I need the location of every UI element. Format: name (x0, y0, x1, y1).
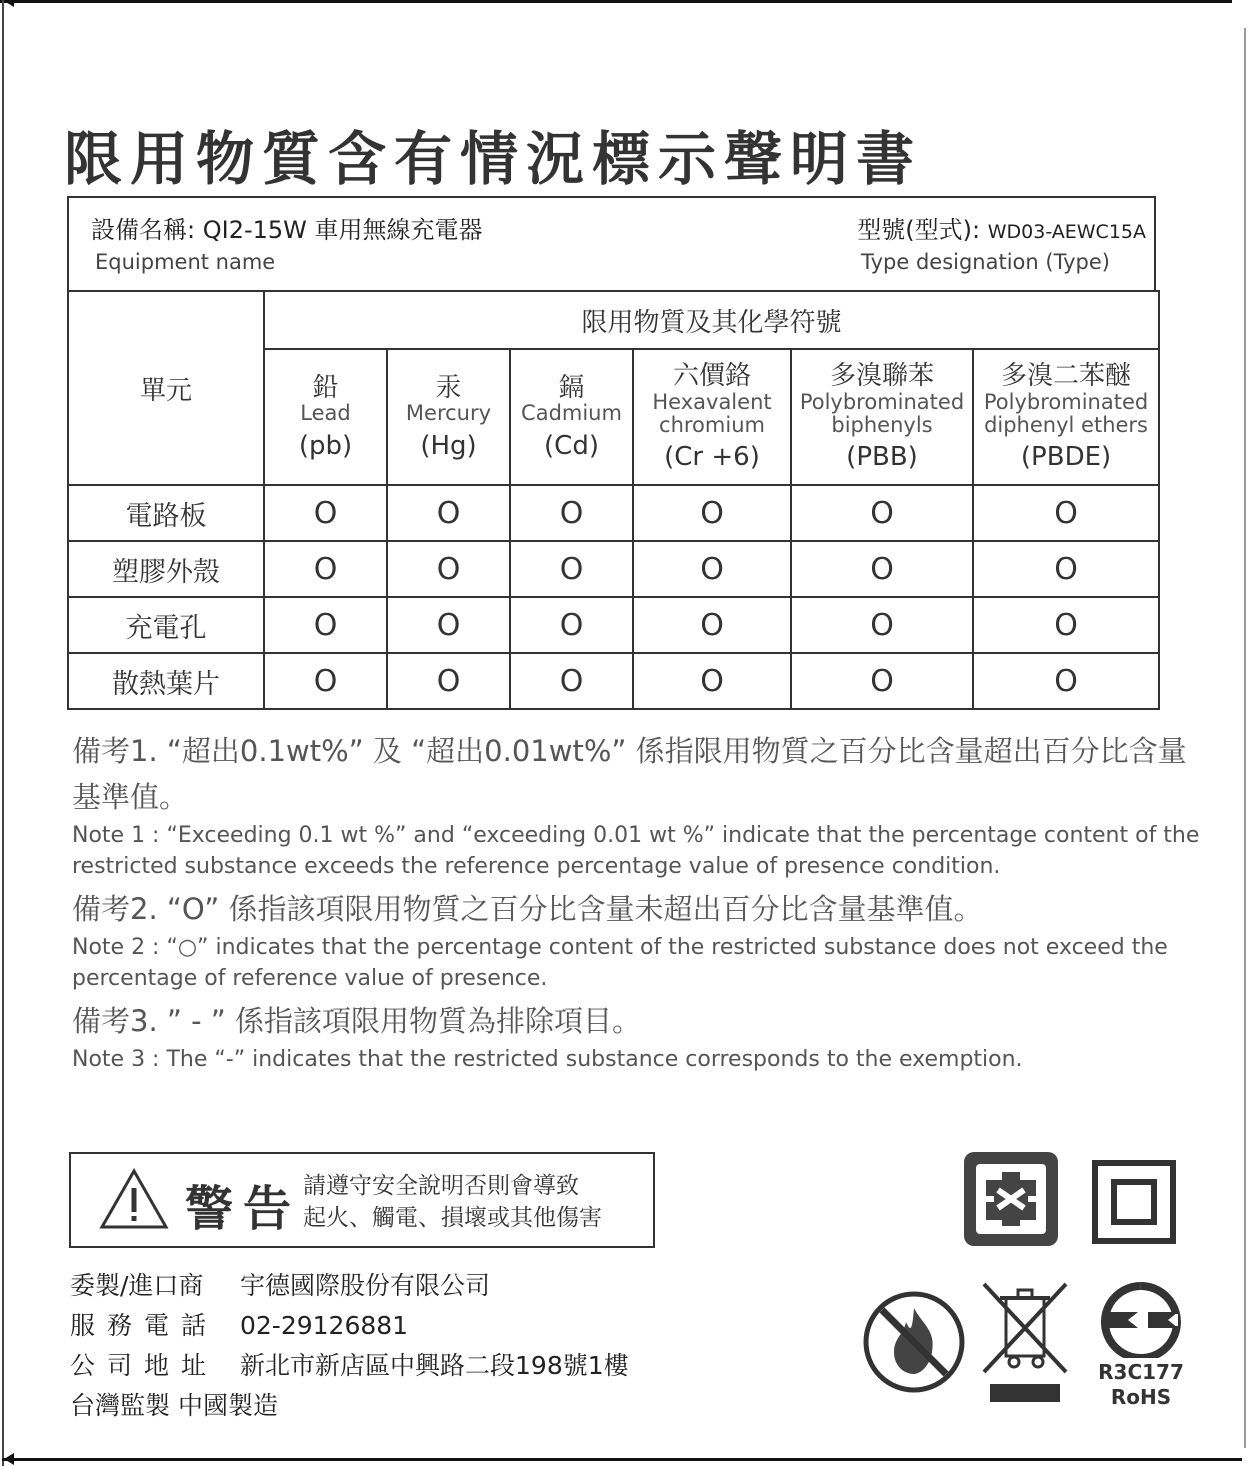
frame-bottom-line (2, 1458, 1242, 1461)
column-symbol: (PBDE) (1020, 442, 1112, 473)
table-cell: O (264, 541, 387, 597)
table-cell: O (510, 653, 633, 709)
column-symbol: (PBB) (846, 442, 918, 473)
table-cell: O (264, 485, 387, 541)
table-row (68, 597, 1159, 653)
equipment-name (91, 210, 483, 245)
bsmi-mark-icon (1098, 1282, 1184, 1358)
column-symbol: (Cr +6) (664, 442, 760, 473)
origin-label: 台灣監製 (70, 1391, 171, 1420)
table-cell: O (387, 485, 510, 541)
phone-row (70, 1306, 629, 1346)
model-value: WD03-AEWC15A (987, 221, 1146, 243)
frame-left-line (2, 0, 4, 1466)
row-unit-label: 塑膠外殼 (68, 541, 264, 597)
table-cell: O (791, 597, 973, 653)
bsmi-code (1096, 1360, 1186, 1410)
double-insulation-icon (1092, 1160, 1176, 1244)
page-title: 限用物質含有情況標示聲明書 (64, 125, 923, 193)
column-name-zh: 多溴聯苯 (829, 361, 934, 392)
company-info (70, 1266, 629, 1426)
table-cell: O (387, 541, 510, 597)
phone-value: 02-29126881 (240, 1311, 409, 1340)
importer-row (70, 1266, 629, 1306)
model-designation (857, 210, 1146, 245)
column-name-zh: 汞 (435, 372, 462, 403)
row-unit-label: 充電孔 (68, 597, 264, 653)
table-row (68, 541, 1159, 597)
table-cell: O (791, 653, 973, 709)
column-header-mercury (387, 349, 510, 485)
column-header-cadmium (510, 349, 633, 485)
warning-line-1: 請遵守安全說明否則會導致 (303, 1173, 579, 1199)
note-1-en: Note 1 : “Exceeding 0.1 wt %” and “exceeding 0.01 wt %” indicate that the percentage content of the restricted substance exceeds the reference percentage value of presence condition. (72, 823, 1200, 879)
column-name-zh: 多溴二苯醚 (1001, 361, 1132, 392)
importer-value: 宇德國際股份有限公司 (240, 1271, 491, 1300)
table-cell: O (387, 653, 510, 709)
equipment-name-value: QI2-15W 車用無線充電器 (202, 216, 483, 244)
table-cell: O (633, 653, 791, 709)
table-cell: O (633, 541, 791, 597)
table-cell: O (973, 541, 1159, 597)
column-name-en: Polybrominated diphenyl ethers (983, 389, 1149, 437)
row-unit-label: 電路板 (68, 485, 264, 541)
model-label: 型號(型式): (857, 216, 981, 244)
origin-row (70, 1386, 629, 1426)
table-cell: O (264, 653, 387, 709)
table-cell: O (973, 485, 1159, 541)
column-header-hexavalent-chromium (633, 349, 791, 485)
bsmi-code-value: R3C177 (1098, 1360, 1184, 1384)
table-cell: O (973, 653, 1159, 709)
row-unit-label: 散熱葉片 (68, 653, 264, 709)
column-header-pbb (791, 349, 973, 485)
table-cell: O (791, 485, 973, 541)
notes-section (72, 728, 1212, 1075)
note-3-en: Note 3 : The “-” indicates that the restricted substance corresponds to the exemption. (72, 1047, 1023, 1072)
no-fire-icon (862, 1290, 966, 1394)
table-cell: O (633, 485, 791, 541)
origin-value: 中國製造 (177, 1391, 278, 1420)
recycle-mark-icon (962, 1150, 1060, 1248)
note-1-zh: 備考1. “超出0.1wt%” 及 “超出0.01wt%” 係指限用物質之百分比含量超出百分比含量基準值。 (72, 734, 1187, 814)
table-cell: O (791, 541, 973, 597)
warning-text (303, 1170, 602, 1234)
warning-box (69, 1152, 655, 1248)
frame-top-line (0, 0, 1232, 3)
frame-right-line (1244, 28, 1246, 1448)
unit-header: 單元 (68, 291, 264, 485)
column-name-en: Hexavalent chromium (652, 389, 772, 437)
table-cell: O (633, 597, 791, 653)
note-3-zh: 備考3. ” - ” 係指該項限用物質為排除項目。 (72, 1004, 642, 1038)
table-cell: O (510, 541, 633, 597)
column-header-pbde (973, 349, 1159, 485)
equipment-name-label-en: Equipment name (95, 250, 276, 274)
column-name-zh: 鉛 (312, 372, 339, 403)
column-name-en: Polybrominated biphenyls (799, 389, 965, 437)
column-name-en: Lead (300, 401, 351, 426)
table-row (68, 485, 1159, 541)
note-2-zh: 備考2. “O” 係指該項限用物質之百分比含量未超出百分比含量基準值。 (72, 892, 983, 926)
column-name-en: Mercury (405, 401, 492, 426)
column-name-en: Cadmium (521, 401, 622, 426)
restricted-substance-table (67, 290, 1160, 710)
warning-triangle-icon (99, 1168, 169, 1230)
importer-label: 委製/進口商 (70, 1271, 204, 1300)
model-label-en: Type designation (Type) (861, 250, 1110, 274)
column-symbol: (Cd) (544, 430, 599, 461)
column-name-zh: 鎘 (558, 372, 585, 403)
table-cell: O (973, 597, 1159, 653)
column-name-zh: 六價鉻 (672, 361, 751, 392)
table-cell: O (510, 597, 633, 653)
address-label: 公司地址 (70, 1351, 219, 1380)
equipment-name-label: 設備名稱: (91, 216, 196, 244)
phone-label: 服務電話 (70, 1311, 219, 1340)
column-header-lead (264, 349, 387, 485)
note-2-en: Note 2 : “○” indicates that the percentage content of the restricted substance does not exceed the percentage of reference value of presence. (72, 935, 1168, 991)
address-value: 新北市新店區中興路二段198號1樓 (240, 1351, 629, 1380)
substance-span-header: 限用物質及其化學符號 (264, 291, 1159, 349)
column-symbol: (Hg) (420, 430, 477, 461)
warning-word: 警告 (185, 1181, 302, 1237)
table-row (68, 653, 1159, 709)
equipment-info-box (67, 196, 1156, 290)
table-cell: O (510, 485, 633, 541)
crossed-bin-icon (980, 1280, 1070, 1404)
address-row (70, 1346, 629, 1386)
table-cell: O (387, 597, 510, 653)
table-cell: O (264, 597, 387, 653)
rohs-label: RoHS (1110, 1385, 1172, 1409)
warning-line-2: 起火、觸電、損壞或其他傷害 (303, 1205, 602, 1231)
column-symbol: (pb) (298, 430, 353, 461)
